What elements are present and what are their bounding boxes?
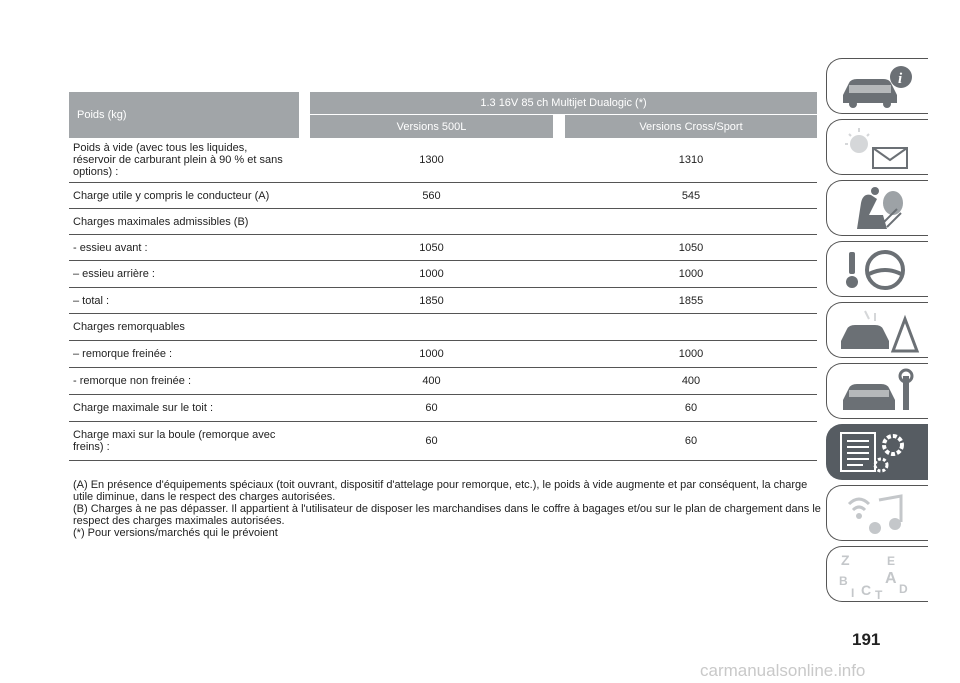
value-cross-sport: 1050 (565, 235, 817, 261)
svg-text:C: C (861, 582, 872, 598)
row-label: Charge maximale sur le toit : (69, 395, 299, 422)
technical-specs-gear-icon (835, 429, 921, 477)
row-label: Charge utile y compris le conducteur (A) (69, 183, 299, 209)
key-steering-wheel-icon (835, 246, 921, 294)
value-500l: 400 (310, 368, 553, 395)
row-label: Poids à vide (avec tous les liquides, réservoir de carburant plein à 90 % et sans options) : (69, 138, 299, 183)
footnote-star: (*) Pour versions/marchés qui le prévoient (73, 527, 278, 539)
tab-technical-specs[interactable] (826, 424, 928, 480)
alphabetical-index-icon (835, 551, 921, 599)
table-row (69, 138, 817, 183)
svg-text:A: A (885, 570, 897, 587)
value-cross-sport (565, 314, 817, 341)
tab-maintenance[interactable] (826, 363, 928, 419)
table-row (69, 261, 817, 288)
value-cross-sport: 1310 (565, 138, 817, 183)
value-500l: 1000 (310, 261, 553, 288)
row-label: Charges remorquables (69, 314, 299, 341)
footnote-b: (B) Charges à ne pas dépasser. Il appartient à l'utilisateur de disposer les marchandises dans le coffre à bagages et/ou sur le plan de chargement dans le respect des charges maximales autorisées. (73, 503, 821, 527)
table-row (69, 368, 817, 395)
svg-text:T: T (875, 588, 883, 599)
value-500l (310, 314, 553, 341)
value-500l: 60 (310, 395, 553, 422)
table-header-label: Poids (kg) (69, 92, 299, 138)
value-500l: 1050 (310, 235, 553, 261)
weights-table (69, 92, 817, 461)
value-500l: 1000 (310, 341, 553, 368)
car-info-icon (835, 63, 921, 111)
footnotes (73, 479, 823, 539)
svg-text:D: D (899, 582, 908, 596)
table-row (69, 422, 817, 461)
footer-watermark: carmanualsonline.info (700, 661, 866, 680)
seat-airbag-icon (835, 185, 921, 233)
value-cross-sport: 1855 (565, 288, 817, 314)
weights-table-container (69, 92, 817, 461)
table-header-version-500l: Versions 500L (310, 115, 553, 139)
tab-car-info[interactable] (826, 58, 928, 114)
row-label: – essieu arrière : (69, 261, 299, 288)
svg-text:i: i (898, 71, 903, 87)
svg-text:Z: Z (841, 552, 850, 568)
value-cross-sport: 1000 (565, 341, 817, 368)
table-row (69, 209, 817, 235)
value-cross-sport: 60 (565, 395, 817, 422)
tab-starting-driving[interactable] (826, 241, 928, 297)
tab-safety[interactable] (826, 180, 928, 236)
car-maintenance-wrench-icon (835, 368, 921, 416)
row-label: Charge maxi sur la boule (remorque avec freins) : (69, 422, 299, 461)
value-500l: 560 (310, 183, 553, 209)
tab-warning-lights[interactable] (826, 119, 928, 175)
table-row (69, 183, 817, 209)
row-label: - essieu avant : (69, 235, 299, 261)
warning-lights-message-icon (835, 124, 921, 172)
table-row (69, 395, 817, 422)
page-number: 191 (852, 630, 881, 649)
table-row (69, 314, 817, 341)
svg-text:I: I (851, 586, 855, 599)
footnote-a: (A) En présence d'équipements spéciaux (toit ouvrant, dispositif d'attelage pour remorque, etc.), le poids à vide augmente et par conséquent, la charge utile diminue, dans le respect des charges autorisées. (73, 479, 808, 503)
row-label: – remorque freinée : (69, 341, 299, 368)
row-label: - remorque non freinée : (69, 368, 299, 395)
chapter-tabs (826, 58, 928, 607)
tab-emergency[interactable] (826, 302, 928, 358)
value-500l: 1850 (310, 288, 553, 314)
value-cross-sport: 1000 (565, 261, 817, 288)
tab-index[interactable] (826, 546, 928, 602)
table-header-version-cross-sport: Versions Cross/Sport (565, 115, 817, 139)
car-emergency-icon (835, 307, 921, 355)
value-500l (310, 209, 553, 235)
row-label: – total : (69, 288, 299, 314)
row-label: Charges maximales admissibles (B) (69, 209, 299, 235)
value-cross-sport (565, 209, 817, 235)
value-500l: 1300 (310, 138, 553, 183)
value-cross-sport: 400 (565, 368, 817, 395)
table-row (69, 341, 817, 368)
table-row (69, 235, 817, 261)
value-cross-sport: 545 (565, 183, 817, 209)
value-500l: 60 (310, 422, 553, 461)
tab-multimedia[interactable] (826, 485, 928, 541)
svg-text:B: B (839, 574, 848, 588)
table-row (69, 288, 817, 314)
multimedia-music-icon (835, 490, 921, 538)
table-header-engine: 1.3 16V 85 ch Multijet Dualogic (*) (310, 92, 817, 115)
svg-text:E: E (887, 554, 896, 568)
value-cross-sport: 60 (565, 422, 817, 461)
